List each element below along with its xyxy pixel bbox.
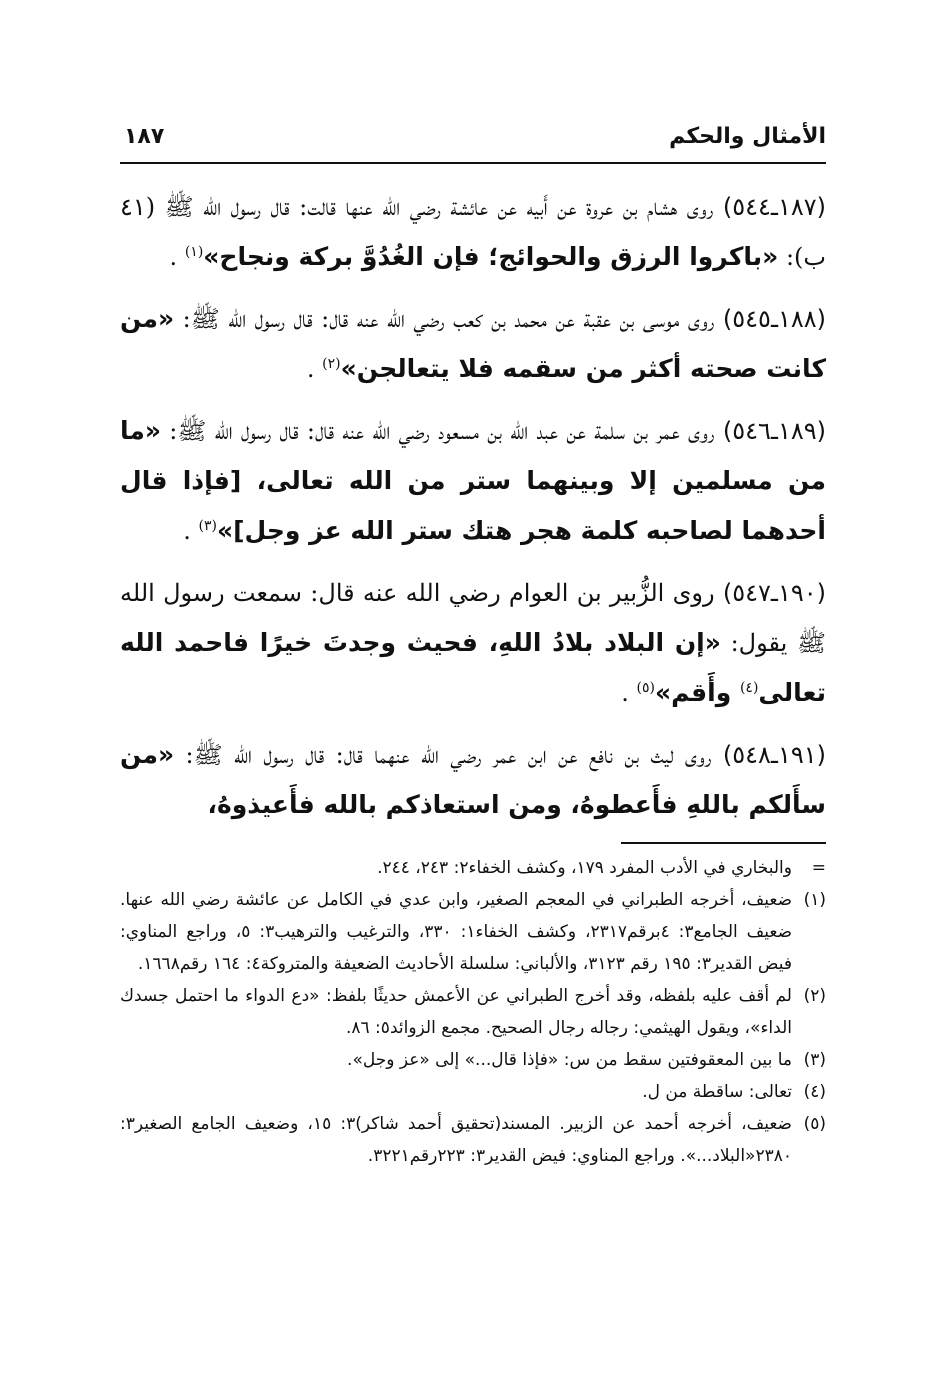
footnote-mark: (٥) [803, 1114, 826, 1134]
footnote-mark: (٢) [803, 986, 826, 1006]
footnote-text: ضعيف، أخرجه أحمد عن الزبير. المسند(تحقيق أحمد شاكر)٣: ١٥، وضعيف الجامع الصغير٣: ٢٣٨٠«البلاد...». وراجع المناوي: فيض القدير٣: ٢٢٣رقم٣٢٢١. [120, 1114, 792, 1166]
footnote-mark: (٣) [803, 1050, 826, 1070]
entry-text: روى ليث بن نافع عن ابن عمر رضي الله عنهما قال: قال رسول الله ﷺ: [174, 741, 712, 769]
footnote-reference: (١) [184, 244, 204, 260]
running-title: الأمثال والحكم [669, 124, 826, 149]
hadith-entry [120, 182, 826, 282]
hadith-quote: «باكروا الرزق والحوائج؛ فإن الغُدُوَّ بركة ونجاح» [203, 242, 779, 271]
footnote-reference: (٣) [198, 518, 217, 534]
entry-end: . [183, 517, 199, 545]
entry-text: روى موسى بن عقبة عن محمد بن كعب رضي الله عنه قال: قال رسول الله ﷺ: [174, 305, 715, 333]
footnote-mark: (٤) [803, 1082, 826, 1102]
entry-number: (١٨٧ـ٥٤٤) [722, 193, 826, 221]
body-text [120, 182, 826, 830]
entry-text: روى الزُّبير بن العوام رضي الله عنه قال: سمعت رسول الله ﷺ يقول: [120, 579, 826, 657]
footnote [120, 852, 826, 884]
footnote-text: ضعيف، أخرجه الطبراني في المعجم الصغير، وابن عدي في الكامل عن عائشة رضي الله عنها. ضعيف الجامع٣: ٤برقم٢٣١٧، وكشف الخفاء١: ٣٣٠، والترغيب والترهيب٣: ٥، وراجع المناوي: فيض القدير٣: ١٩٥ رقم ٣١٢٣، والألباني: سلسلة الأحاديث الضعيفة والمتروكة٤: ١٦٤ رقم١٦٦٨. [120, 890, 792, 974]
entry-number: (١٩٠ـ٥٤٧) [722, 579, 826, 607]
footnote [120, 1076, 826, 1108]
hadith-quote: «من كانت صحته أكثر من سقمه فلا يتعالجن» [120, 304, 826, 383]
page-number: ١٨٧ [124, 124, 165, 149]
hadith-entry [120, 568, 826, 718]
running-header [120, 118, 826, 164]
footnote-text: لم أقف عليه بلفظه، وقد أخرج الطبراني عن الأعمش حديثًا بلفظ: «دع الدواء ما احتمل جسدك الداء»، ويقول الهيثمي: رجاله رجال الصحيح. مجمع الزوائد٥: ٨٦. [120, 986, 792, 1038]
entry-number: (١٩١ـ٥٤٨) [722, 741, 826, 769]
footnotes [120, 852, 826, 1172]
hadith-quote: «إن البلاد بلادُ اللهِ، فحيث وجدتَ خيرًا فاحمد الله تعالى [120, 628, 826, 707]
entry-number: (١٨٨ـ٥٤٥) [722, 305, 827, 333]
footnote-text: تعالى: ساقطة من ل. [642, 1082, 792, 1102]
footnote [120, 980, 826, 1044]
hadith-quote-tail: وأَقم» [655, 678, 740, 707]
footnote-reference: (٤) [739, 680, 759, 696]
hadith-entry [120, 406, 826, 556]
hadith-entry [120, 730, 826, 830]
entry-text: روى هشام بن عروة عن أَبيه عن عائشة رضي الله عنها قالت: قال رسول الله ﷺ (٤١ ب): [120, 193, 826, 271]
entry-number: (١٨٩ـ٥٤٦) [722, 417, 826, 445]
footnote-text: والبخاري في الأدب المفرد ١٧٩، وكشف الخفاء٢: ٢٤٣، ٢٤٤. [377, 858, 792, 878]
hadith-entry [120, 294, 826, 394]
footnote-mark: = [811, 858, 826, 878]
footnote-text: ما بين المعقوفتين سقط من س: «فإذا قال...» إلى «عز وجل». [347, 1050, 792, 1070]
entry-end: . [621, 679, 637, 707]
entry-end: . [169, 243, 185, 271]
footnote-divider [621, 842, 826, 844]
footnote-mark: (١) [803, 890, 826, 910]
hadith-quote: «من سأَلكم باللهِ فأَعطوهُ، ومن استعاذكم بالله فأَعيذوهُ، [120, 740, 826, 819]
book-page [120, 118, 826, 1258]
entry-text: روى عمر بن سلمة عن عبد الله بن مسعود رضي الله عنه قال: قال رسول الله ﷺ: [161, 417, 715, 445]
footnote [120, 1044, 826, 1076]
entry-end: . [306, 355, 323, 383]
footnote-reference: (٢) [322, 356, 341, 372]
hadith-quote: «ما من مسلمين إلا وبينهما ستر من الله تعالى، [فإذا قال أحدهما لصاحبه كلمة هجر هتك ستر الله عز وجل]» [120, 416, 826, 545]
footnote [120, 1108, 826, 1172]
footnote [120, 884, 826, 980]
footnote-reference: (٥) [636, 680, 656, 696]
